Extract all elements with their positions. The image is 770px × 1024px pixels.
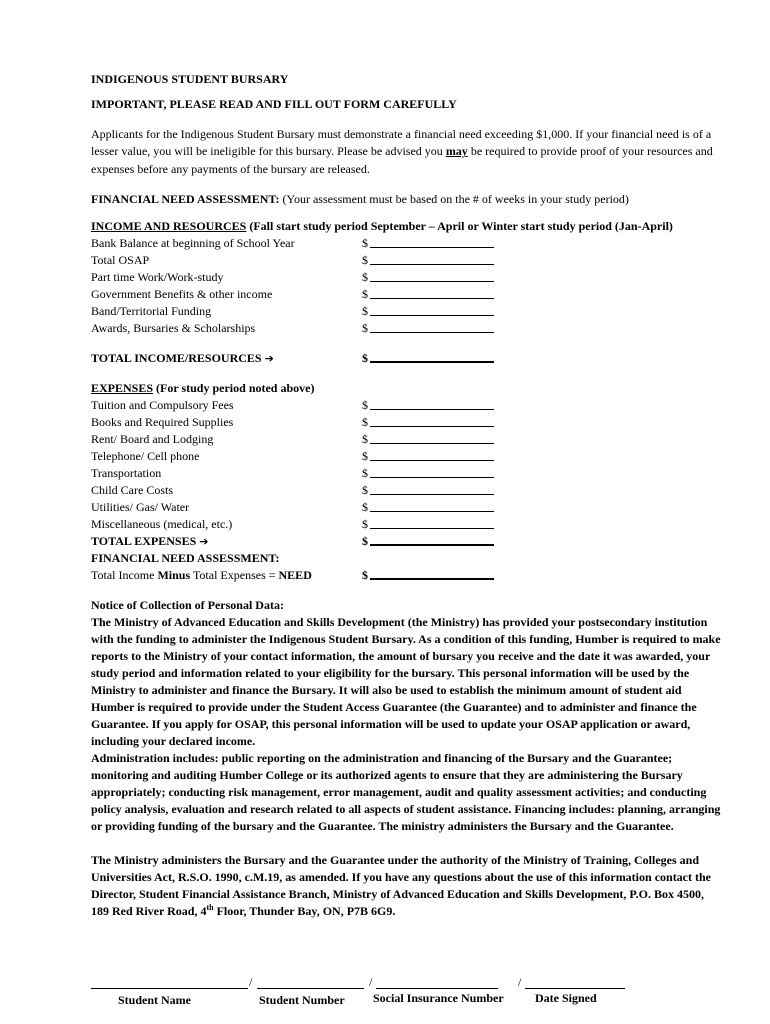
notice-body-3 [91, 852, 721, 920]
expenses-row [91, 482, 721, 499]
notice-sup: th [206, 902, 214, 912]
total-income-label: TOTAL INCOME/RESOURCES [91, 350, 262, 365]
income-rows [91, 235, 721, 337]
total-income-field[interactable] [370, 361, 494, 363]
income-amount-field[interactable] [370, 264, 494, 265]
expenses-item-label: Miscellaneous (medical, etc.) [91, 516, 233, 531]
important-notice: IMPORTANT, PLEASE READ AND FILL OUT FORM CAREFULLY [91, 97, 457, 111]
expenses-amount-field[interactable] [370, 511, 494, 512]
income-row [91, 320, 721, 337]
income-row [91, 235, 721, 252]
intro-paragraph [91, 126, 721, 178]
currency-sign: $ [362, 320, 368, 335]
expense-rows [91, 397, 721, 533]
privacy-notice [91, 597, 721, 920]
need-word: NEED [278, 567, 312, 582]
expenses-item-label: Books and Required Supplies [91, 414, 234, 429]
currency-sign: $ [362, 465, 368, 480]
notice-body-3b: Floor, Thunder Bay, ON, P7B 6G9. [213, 903, 396, 918]
currency-sign: $ [362, 269, 368, 284]
total-income-row [91, 350, 721, 367]
expenses-row [91, 499, 721, 516]
total-expenses-field[interactable] [370, 544, 494, 546]
expenses-item-label: Tuition and Compulsory Fees [91, 397, 234, 412]
student-name-caption: Student Name [118, 993, 192, 1007]
income-amount-field[interactable] [370, 298, 494, 299]
expenses-amount-field[interactable] [370, 477, 494, 478]
notice-body-2: Administration includes: public reporting on the administration and financing of the Bursary and the Guarantee; monitoring and auditing Humber College or its authorized agents to ensure that they are administering the Bursary appropriately; conducting risk management, error management, audit and quality assessment activities; and conducting policy analysis, evaluation and research related to all aspects of student assistance. Financing includes: planning, arranging or providing funding of the bursary and the Guarantee. The ministry administers the Bursary and the Guarantee. [91, 750, 721, 833]
income-row [91, 252, 721, 269]
expenses-row [91, 448, 721, 465]
expenses-row [91, 414, 721, 431]
income-item-label: Part time Work/Work-study [91, 269, 224, 284]
expenses-amount-field[interactable] [370, 409, 494, 410]
income-item-label: Bank Balance at beginning of School Year [91, 235, 295, 250]
expenses-heading [91, 380, 721, 397]
expenses-amount-field[interactable] [370, 426, 494, 427]
sin-field[interactable] [376, 972, 498, 989]
currency-sign: $ [362, 350, 368, 365]
need-field[interactable] [370, 578, 494, 580]
income-item-label: Total OSAP [91, 252, 150, 267]
currency-sign: $ [362, 414, 368, 429]
expenses-row [91, 516, 721, 533]
right-arrow-icon: ➔ [264, 351, 274, 365]
income-row [91, 286, 721, 303]
assessment-label: FINANCIAL NEED ASSESSMENT: [91, 191, 280, 206]
income-row [91, 269, 721, 286]
notice-body-3a: The Ministry administers the Bursary and the Guarantee under the authority of the Ministry of Training, Colleges and Universities Act, R.S.O. 1990, c.M.19, as amended. If you have any questions about the use of this information contact the Director, Student Financial Assistance Branch, Ministry of Advanced Education and Skills Development, P.O. Box 4500, 189 Red River Road, 4 [91, 852, 712, 918]
income-heading-note: (Fall start study period September – April or Winter start study period (Jan-April) [246, 218, 673, 233]
assessment-note: (Your assessment must be based on the # of weeks in your study period) [279, 191, 629, 206]
income-item-label: Government Benefits & other income [91, 286, 273, 301]
student-number-caption: Student Number [259, 993, 345, 1007]
expenses-item-label: Child Care Costs [91, 482, 174, 497]
separator: / [249, 975, 253, 989]
expenses-item-label: Utilities/ Gas/ Water [91, 499, 190, 514]
expenses-item-label: Telephone/ Cell phone [91, 448, 200, 463]
currency-sign: $ [362, 533, 368, 548]
currency-sign: $ [362, 499, 368, 514]
assessment-line [91, 191, 721, 208]
date-signed-caption: Date Signed [535, 991, 597, 1005]
expenses-amount-field[interactable] [370, 528, 494, 529]
expenses-item-label: Rent/ Board and Lodging [91, 431, 214, 446]
need-heading: FINANCIAL NEED ASSESSMENT: [91, 550, 280, 565]
expenses-heading-note: (For study period noted above) [153, 380, 315, 395]
expenses-amount-field[interactable] [370, 460, 494, 461]
form-title: INDIGENOUS STUDENT BURSARY [91, 72, 289, 86]
income-amount-field[interactable] [370, 281, 494, 282]
need-minus: Minus [157, 567, 191, 582]
total-expenses-row [91, 533, 721, 550]
income-amount-field[interactable] [370, 247, 494, 248]
expenses-item-label: Transportation [91, 465, 162, 480]
right-arrow-icon: ➔ [199, 534, 209, 548]
total-expenses-label: TOTAL EXPENSES [91, 533, 197, 548]
separator: / [518, 975, 522, 989]
separator: / [369, 975, 373, 989]
sin-caption: Social Insurance Number [373, 991, 504, 1005]
income-amount-field[interactable] [370, 332, 494, 333]
currency-sign: $ [362, 252, 368, 267]
need-text-1: Total Income [91, 567, 158, 582]
income-item-label: Band/Territorial Funding [91, 303, 212, 318]
income-item-label: Awards, Bursaries & Scholarships [91, 320, 256, 335]
student-name-field[interactable] [91, 972, 248, 989]
signature-block [91, 972, 651, 1012]
currency-sign: $ [362, 482, 368, 497]
form-page [91, 71, 721, 920]
income-amount-field[interactable] [370, 315, 494, 316]
intro-text-2: be required to provide proof of your resources and expenses before any payments of the bursary are released. [91, 144, 713, 176]
currency-sign: $ [362, 303, 368, 318]
expenses-amount-field[interactable] [370, 494, 494, 495]
currency-sign: $ [362, 286, 368, 301]
income-heading [91, 218, 721, 235]
income-row [91, 303, 721, 320]
intro-emphasis: may [445, 144, 468, 159]
notice-heading: Notice of Collection of Personal Data: [91, 597, 284, 612]
expenses-amount-field[interactable] [370, 443, 494, 444]
need-text-2: Total Expenses = [190, 567, 279, 582]
intro-text-1: Applicants for the Indigenous Student Bursary must demonstrate a financial need exceeding $1,000. If your financial need is of a lesser value, you will be ineligible for this bursary. Please be advised you [91, 127, 712, 159]
currency-sign: $ [362, 567, 368, 582]
currency-sign: $ [362, 235, 368, 250]
need-row [91, 567, 721, 584]
expenses-row [91, 397, 721, 414]
income-heading-label: INCOME AND RESOURCES [91, 218, 247, 233]
currency-sign: $ [362, 431, 368, 446]
date-signed-field[interactable] [525, 972, 625, 989]
currency-sign: $ [362, 397, 368, 412]
expenses-row [91, 465, 721, 482]
currency-sign: $ [362, 516, 368, 531]
notice-body-1: The Ministry of Advanced Education and Skills Development (the Ministry) has provided your postsecondary institution with the funding to administer the Indigenous Student Bursary. As a condition of this funding, Humber is required to make reports to the Ministry of your contact information, the amount of bursary you receive and the date it was awarded, your study period and information related to your eligibility for the bursary. This personal information will be used by the Ministry to administer and finance the Bursary. It will also be used to establish the minimum amount of student aid Humber is required to provide under the Student Access Guarantee (the Guarantee) and to administer and finance the Guarantee. If you apply for OSAP, this personal information will be used to update your OSAP application or award, including your declared income. [91, 614, 721, 748]
currency-sign: $ [362, 448, 368, 463]
expenses-heading-label: EXPENSES [91, 380, 154, 395]
student-number-field[interactable] [257, 972, 364, 989]
expenses-row [91, 431, 721, 448]
